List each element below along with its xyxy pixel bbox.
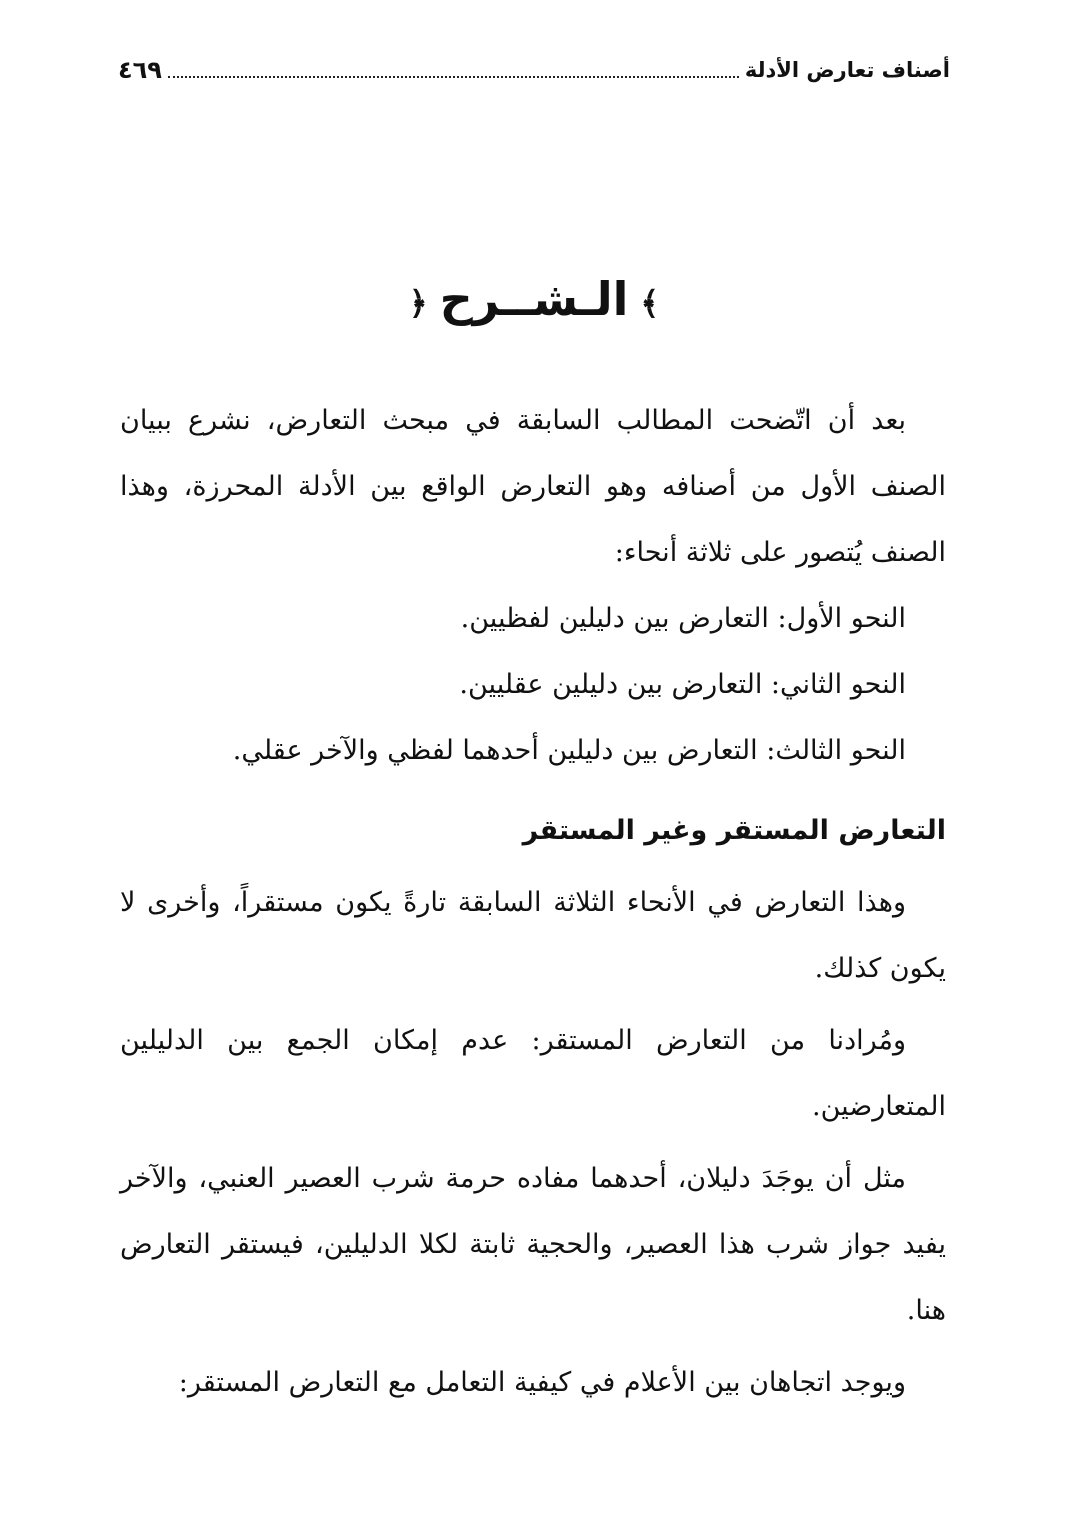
subheading: التعارض المستقر وغير المستقر <box>522 815 946 846</box>
running-header <box>118 50 950 90</box>
list-item-third: النحو الثالث: التعارض بين دليلين أحدهما لفظي والآخر عقلي. <box>232 735 906 766</box>
paragraph-example: مثل أن يوجَدَ دليلان، أحدهما مفاده حرمة شرب العصير العنبي، والآخر يفيد جواز شرب هذا العصير، والحجية ثابتة لكلا الدليلين، فيستقر التعارض هنا. <box>120 1163 946 1326</box>
ornament-bracket-right: ﴾ <box>640 283 660 322</box>
paragraph-two-approaches: ويوجد اتجاهان بين الأعلام في كيفية التعامل مع التعارض المستقر: <box>178 1367 906 1398</box>
list-item-second: النحو الثاني: التعارض بين دليلين عقليين. <box>459 669 906 700</box>
paragraph-stable-conflict: وهذا التعارض في الأنحاء الثلاثة السابقة تارةً يكون مستقراً، وأخرى لا يكون كذلك. <box>120 887 946 984</box>
dotted-leader <box>168 76 739 78</box>
list-item-first: النحو الأول: التعارض بين دليلين لفظيين. <box>460 603 906 634</box>
section-title-text: الـشــرح <box>439 272 629 326</box>
body-text <box>120 388 946 1416</box>
section-title <box>0 272 1068 326</box>
page-number: ٤٦٩ <box>118 56 162 84</box>
ornament-bracket-left: ﴿ <box>408 283 428 322</box>
intro-paragraph: بعد أن اتّضحت المطالب السابقة في مبحث التعارض، نشرع ببيان الصنف الأول من أصنافه وهو التعارض الواقع بين الأدلة المحرزة، وهذا الصنف يُتصور على ثلاثة أنحاء: <box>120 405 946 568</box>
paragraph-definition: ومُرادنا من التعارض المستقر: عدم إمكان الجمع بين الدليلين المتعارضين. <box>120 1025 946 1122</box>
chapter-title: أصناف تعارض الأدلة <box>744 58 950 82</box>
